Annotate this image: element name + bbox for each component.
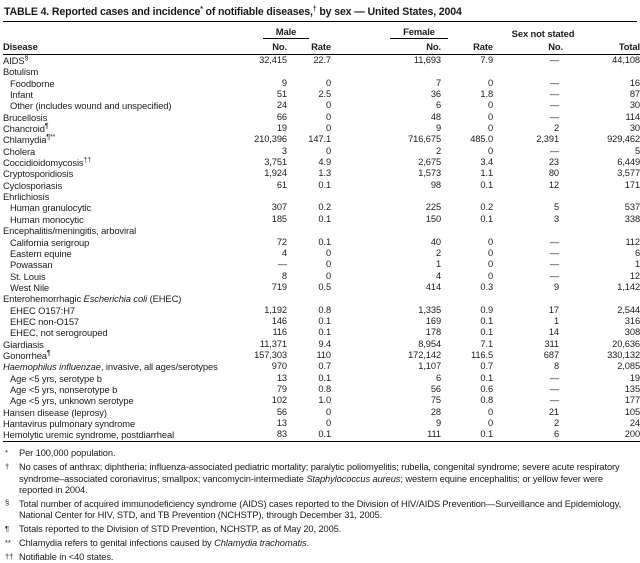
total-cell: 12 bbox=[629, 270, 640, 281]
table-row bbox=[3, 123, 640, 134]
female-rate-cell: 7.9 bbox=[480, 55, 494, 65]
male-no-cell: 1,924 bbox=[264, 168, 287, 179]
table-body bbox=[3, 55, 640, 442]
female-no-cell: 98 bbox=[430, 179, 442, 190]
table-row bbox=[3, 168, 640, 179]
total-cell: 929,462 bbox=[607, 134, 640, 145]
sex-not-stated-no-cell: — bbox=[549, 111, 560, 122]
sex-not-stated-no-cell: 2 bbox=[553, 418, 560, 428]
male-rate-cell: 0.8 bbox=[318, 304, 332, 315]
male-rate-cell: 0.1 bbox=[318, 372, 332, 383]
sex-not-stated-no-cell: — bbox=[549, 395, 560, 406]
table-row bbox=[3, 361, 640, 372]
female-no-cell: 9 bbox=[435, 123, 442, 134]
disease-cell: Ehrlichiosis bbox=[3, 191, 50, 203]
total-cell: 308 bbox=[624, 327, 640, 338]
sex-not-stated-no-cell: 1 bbox=[553, 315, 560, 326]
total-cell: 105 bbox=[624, 406, 640, 417]
disease-cell: Botulism bbox=[3, 66, 39, 78]
sex-not-stated-no-cell: — bbox=[549, 145, 560, 156]
male-rate-cell: 0.1 bbox=[318, 213, 332, 224]
female-no-cell: 716,675 bbox=[408, 134, 442, 145]
table-title: TABLE 4. Reported cases and incidence* of notifiable diseases,† by sex — United States, 2004 bbox=[3, 4, 637, 22]
total-cell: 537 bbox=[624, 202, 640, 213]
disease-cell: Encephalitis/meningitis, arboviral bbox=[3, 225, 137, 237]
category-row bbox=[3, 191, 640, 202]
disease-cell: Age <5 yrs, unknown serotype bbox=[10, 395, 134, 407]
female-rate-cell: 3.4 bbox=[480, 157, 494, 168]
male-no-cell: 1,192 bbox=[264, 304, 287, 315]
male-no-cell: 970 bbox=[271, 361, 287, 372]
disease-cell: California serigroup bbox=[10, 236, 90, 248]
total-cell: 30 bbox=[629, 123, 640, 134]
total-cell: 338 bbox=[624, 213, 640, 224]
disease-cell: Age <5 yrs, nonserotype b bbox=[10, 383, 118, 395]
footnote-marker: § bbox=[5, 498, 10, 508]
sex-not-stated-no-cell: 2,391 bbox=[536, 134, 560, 145]
female-no-cell: 6 bbox=[435, 100, 442, 111]
table-row bbox=[3, 157, 640, 168]
male-no-cell: 185 bbox=[271, 213, 287, 224]
male-rate-cell: 1.0 bbox=[318, 395, 332, 406]
total-cell: 2,085 bbox=[617, 361, 640, 372]
female-rate-cell: 0.8 bbox=[480, 395, 494, 406]
male-rate-cell: 0.2 bbox=[318, 202, 332, 213]
table-row bbox=[3, 134, 640, 145]
table-row bbox=[3, 55, 640, 67]
disease-cell: St. Louis bbox=[10, 270, 46, 282]
sex-not-stated-no-cell: — bbox=[549, 372, 560, 383]
group-header-total-spacer bbox=[597, 22, 640, 39]
female-no-cell: 9 bbox=[435, 418, 442, 428]
table-row bbox=[3, 407, 640, 418]
notifiable-diseases-table bbox=[3, 22, 640, 442]
total-cell: 112 bbox=[625, 236, 640, 247]
male-rate-cell: 22.7 bbox=[313, 55, 332, 65]
table-header bbox=[3, 22, 640, 55]
total-cell: 177 bbox=[624, 395, 640, 406]
male-no-cell: 307 bbox=[271, 202, 287, 213]
sex-not-stated-no-cell: — bbox=[549, 259, 560, 270]
female-rate-cell: 0.1 bbox=[480, 372, 494, 383]
male-rate-cell: 0 bbox=[325, 406, 332, 417]
category-row bbox=[3, 225, 640, 236]
male-no-cell: 13 bbox=[276, 418, 287, 428]
female-rate-cell: 0.6 bbox=[480, 383, 494, 394]
disease-cell: Other (includes wound and unspecified) bbox=[10, 100, 172, 112]
male-rate-cell: 0.8 bbox=[318, 383, 332, 394]
male-rate-cell: 0.1 bbox=[289, 429, 335, 441]
sex-not-stated-no-cell: 5 bbox=[553, 202, 560, 213]
female-rate-cell: 0 bbox=[487, 100, 494, 111]
table-row bbox=[3, 316, 640, 327]
total-cell: 5 bbox=[634, 145, 640, 156]
disease-cell: Enterohemorrhagic Escherichia coli (EHEC) bbox=[3, 293, 182, 305]
disease-cell: Giardiasis bbox=[3, 338, 44, 350]
sex-not-stated-no-cell: — bbox=[549, 89, 560, 100]
disease-cell: EHEC, not serogrouped bbox=[10, 327, 108, 339]
female-no-cell: 11,693 bbox=[413, 55, 442, 65]
female-rate-cell: 0.9 bbox=[480, 304, 494, 315]
table-row bbox=[3, 429, 640, 441]
sex-not-stated-no-cell: — bbox=[549, 236, 560, 247]
footnote-marker: * bbox=[5, 447, 8, 457]
male-no-cell: 13 bbox=[276, 372, 287, 383]
female-rate-cell: 0.1 bbox=[480, 213, 494, 224]
female-no-cell: 111 bbox=[335, 429, 443, 441]
table-row bbox=[3, 112, 640, 123]
total-cell: 200 bbox=[597, 429, 640, 441]
sex-not-stated-no-cell: 6 bbox=[503, 429, 597, 441]
total-cell: 6 bbox=[634, 247, 640, 258]
male-rate-cell: 0 bbox=[325, 270, 332, 281]
table-row bbox=[3, 384, 640, 395]
male-no-cell: 11,371 bbox=[259, 338, 287, 349]
male-rate-cell: 0.7 bbox=[318, 361, 332, 372]
disease-cell: Brucellosis bbox=[3, 111, 48, 123]
sex-not-stated-no-cell: 3 bbox=[553, 213, 560, 224]
column-header-male-rate: Rate bbox=[289, 39, 335, 55]
total-cell: 171 bbox=[624, 179, 640, 190]
sex-not-stated-no-cell: 8 bbox=[553, 361, 560, 372]
footnote: § Total number of acquired immunodeficiency syndrome (AIDS) cases reported to the Division of HIV/AIDS Prevention—Surveillance and Epidemiology, National Center for HIV, STD, and TB Prevention (NCHSTP), through December 31, 2005. bbox=[5, 498, 622, 521]
male-rate-cell: 1.3 bbox=[318, 168, 332, 179]
male-no-cell: 3,751 bbox=[264, 157, 287, 168]
female-rate-cell: 0 bbox=[487, 236, 494, 247]
female-no-cell: 56 bbox=[430, 383, 442, 394]
sex-not-stated-no-cell: 23 bbox=[548, 157, 560, 168]
male-no-cell: 83 bbox=[237, 429, 289, 441]
sex-not-stated-no-cell: 2 bbox=[553, 123, 560, 134]
female-no-cell: 172,142 bbox=[408, 349, 442, 360]
male-no-cell: 9 bbox=[281, 77, 287, 88]
footnote: † No cases of anthrax; diphtheria; influenza-associated pediatric mortality; paralytic poliomyelitis; rubella, congenital syndrome; severe acute respiratory syndrome–associated coronavirus; smallpox; vancomycin-intermediate Staphylococcus aureus; western equine encephalitis; or yellow fever were reported in 2004. bbox=[5, 461, 620, 495]
male-no-cell: 32,415 bbox=[259, 55, 287, 65]
male-rate-cell: 0 bbox=[325, 111, 332, 122]
female-rate-cell: 0.3 bbox=[480, 281, 494, 292]
sex-not-stated-no-cell: — bbox=[549, 270, 560, 281]
table-row bbox=[3, 100, 640, 111]
sex-not-stated-no-cell: — bbox=[549, 55, 560, 65]
sex-not-stated-no-cell: 21 bbox=[548, 406, 560, 417]
table-row bbox=[3, 214, 640, 225]
male-no-cell: 24 bbox=[276, 100, 287, 111]
female-rate-cell: 485.0 bbox=[470, 134, 494, 145]
group-header-spacer bbox=[3, 22, 237, 39]
column-header-sex-not-stated-no: No. bbox=[503, 39, 597, 55]
female-rate-cell: 116.5 bbox=[470, 349, 494, 360]
female-no-cell: 169 bbox=[425, 315, 442, 326]
table-row bbox=[3, 237, 640, 248]
female-rate-cell: 0.1 bbox=[480, 327, 494, 338]
female-no-cell: 150 bbox=[425, 213, 442, 224]
table-row bbox=[3, 202, 640, 213]
female-no-cell: 1,335 bbox=[418, 304, 442, 315]
sex-not-stated-no-cell: — bbox=[549, 247, 560, 258]
total-cell: 16 bbox=[629, 77, 640, 88]
table-row bbox=[3, 259, 640, 270]
disease-cell: Haemophilus influenzae, invasive, all ages/serotypes bbox=[3, 361, 218, 373]
total-cell: 135 bbox=[624, 383, 640, 394]
footnote: * Per 100,000 population. bbox=[5, 447, 116, 459]
total-cell: 330,132 bbox=[607, 349, 640, 360]
male-no-cell: 8 bbox=[281, 270, 287, 281]
column-header-female-rate: Rate bbox=[443, 39, 503, 55]
male-rate-cell: 0 bbox=[325, 145, 332, 156]
table-row bbox=[3, 180, 640, 191]
male-rate-cell: 0 bbox=[325, 77, 332, 88]
column-header-female-no: No. bbox=[335, 39, 443, 55]
total-cell: 19 bbox=[629, 372, 640, 383]
male-no-cell: 157,303 bbox=[254, 349, 287, 360]
footnote-marker: ¶ bbox=[5, 523, 9, 533]
male-rate-cell: 2.5 bbox=[318, 89, 332, 100]
column-header-male-no: No. bbox=[237, 39, 289, 55]
male-no-cell: 3 bbox=[281, 145, 287, 156]
sex-not-stated-no-cell: 12 bbox=[548, 179, 560, 190]
male-no-cell: 102 bbox=[271, 395, 287, 406]
male-rate-cell: 0 bbox=[325, 247, 332, 258]
male-rate-cell: 4.9 bbox=[318, 157, 332, 168]
male-rate-cell: 0.5 bbox=[318, 281, 332, 292]
table-row bbox=[3, 282, 640, 293]
male-rate-cell: 0.1 bbox=[318, 327, 332, 338]
group-header-male: Male bbox=[237, 22, 335, 39]
female-rate-cell: 0 bbox=[487, 111, 494, 122]
male-no-cell: 61 bbox=[276, 179, 287, 190]
female-no-cell: 36 bbox=[430, 89, 442, 100]
male-no-cell: 19 bbox=[276, 123, 287, 134]
total-cell: 1,142 bbox=[617, 281, 640, 292]
total-cell: 24 bbox=[629, 418, 640, 428]
disease-cell: EHEC O157:H7 bbox=[10, 304, 75, 316]
sex-not-stated-no-cell: 9 bbox=[553, 281, 560, 292]
female-rate-cell: 0 bbox=[487, 145, 494, 156]
male-rate-cell: 0 bbox=[325, 418, 332, 428]
disease-cell: Human monocytic bbox=[10, 213, 84, 225]
female-no-cell: 1,107 bbox=[418, 361, 442, 372]
disease-cell: Age <5 yrs, serotype b bbox=[10, 372, 102, 384]
female-rate-cell: 0.2 bbox=[480, 202, 494, 213]
total-cell: 3,577 bbox=[617, 168, 640, 179]
male-no-cell: 79 bbox=[276, 383, 287, 394]
female-no-cell: 2,675 bbox=[418, 157, 442, 168]
table-row bbox=[3, 271, 640, 282]
female-rate-cell: 0.1 bbox=[480, 315, 494, 326]
disease-cell: Coccidioidomycosis†† bbox=[3, 157, 92, 169]
male-rate-cell: 9.4 bbox=[318, 338, 332, 349]
footnote: †† Notifiable in <40 states. bbox=[5, 551, 114, 563]
category-row bbox=[3, 66, 640, 77]
female-rate-cell: 1.1 bbox=[480, 168, 494, 179]
total-cell: 114 bbox=[625, 111, 640, 122]
total-cell: 2,544 bbox=[617, 304, 640, 315]
sex-not-stated-no-cell: 687 bbox=[543, 349, 560, 360]
female-no-cell: 1,573 bbox=[418, 168, 442, 179]
sex-not-stated-no-cell: — bbox=[549, 77, 560, 88]
column-header-disease: Disease bbox=[3, 39, 237, 55]
male-rate-cell: 0 bbox=[325, 100, 332, 111]
female-rate-cell: 1.8 bbox=[480, 89, 494, 100]
disease-cell: Eastern equine bbox=[10, 247, 72, 259]
footnote-marker: † bbox=[5, 461, 10, 471]
sex-not-stated-no-cell: 80 bbox=[548, 168, 560, 179]
category-row bbox=[3, 293, 640, 304]
table-row bbox=[3, 248, 640, 259]
table-row bbox=[3, 373, 640, 384]
total-cell: 316 bbox=[624, 315, 640, 326]
total-cell: 1 bbox=[634, 259, 640, 270]
disease-cell: Powassan bbox=[10, 259, 53, 271]
group-header-female: Female bbox=[335, 22, 503, 39]
group-header-row bbox=[3, 22, 640, 39]
male-rate-cell: 0 bbox=[325, 259, 332, 270]
column-header-total: Total bbox=[597, 39, 640, 55]
female-no-cell: 2 bbox=[435, 145, 442, 156]
sex-not-stated-no-cell: 17 bbox=[548, 304, 560, 315]
male-rate-cell: 0 bbox=[325, 123, 332, 134]
male-rate-cell: 0.1 bbox=[318, 236, 332, 247]
female-rate-cell: 0 bbox=[487, 418, 494, 428]
male-no-cell: 4 bbox=[281, 247, 287, 258]
footnote: ¶ Totals reported to the Division of STD Prevention, NCHSTP, as of May 20, 2005. bbox=[5, 523, 342, 535]
table-row bbox=[3, 327, 640, 338]
female-no-cell: 414 bbox=[425, 281, 442, 292]
table-row bbox=[3, 305, 640, 316]
sex-not-stated-no-cell: 14 bbox=[548, 327, 560, 338]
table-row bbox=[3, 146, 640, 157]
table-row bbox=[3, 395, 640, 406]
total-cell: 30 bbox=[629, 100, 640, 111]
disease-cell: Cholera bbox=[3, 145, 36, 157]
female-rate-cell: 0.1 bbox=[443, 429, 503, 441]
male-no-cell: 719 bbox=[271, 281, 287, 292]
male-rate-cell: 147.1 bbox=[308, 134, 332, 145]
female-no-cell: 40 bbox=[430, 236, 442, 247]
female-no-cell: 28 bbox=[430, 406, 442, 417]
female-rate-cell: 0 bbox=[487, 270, 494, 281]
column-header-row bbox=[3, 39, 640, 55]
disease-cell: Hansen disease (leprosy) bbox=[3, 406, 107, 418]
total-cell: 20,636 bbox=[612, 338, 640, 349]
disease-cell: EHEC non-O157 bbox=[10, 315, 80, 327]
disease-cell: Cyclosporiasis bbox=[3, 179, 63, 191]
female-rate-cell: 0 bbox=[487, 406, 494, 417]
female-rate-cell: 0 bbox=[487, 77, 494, 88]
table-row bbox=[3, 339, 640, 350]
male-no-cell: 56 bbox=[276, 406, 287, 417]
male-no-cell: 210,396 bbox=[254, 134, 287, 145]
female-no-cell: 48 bbox=[430, 111, 442, 122]
female-no-cell: 225 bbox=[425, 202, 442, 213]
sex-not-stated-no-cell: — bbox=[549, 383, 560, 394]
male-no-cell: — bbox=[277, 259, 287, 270]
female-rate-cell: 0.1 bbox=[480, 179, 494, 190]
table-row bbox=[3, 78, 640, 89]
total-cell: 6,449 bbox=[617, 157, 640, 168]
disease-cell: Human granulocytic bbox=[10, 202, 92, 214]
footnote-marker: †† bbox=[5, 551, 14, 561]
female-rate-cell: 0.7 bbox=[480, 361, 494, 372]
group-header-sex-not-stated: Sex not stated bbox=[511, 28, 575, 39]
male-no-cell: 116 bbox=[272, 327, 287, 338]
disease-cell: Chancroid¶ bbox=[3, 123, 49, 135]
disease-cell: AIDS§ bbox=[3, 55, 29, 66]
female-rate-cell: 0 bbox=[487, 247, 494, 258]
disease-cell: Hemolytic uremic syndrome, postdiarrheal bbox=[3, 429, 237, 441]
total-cell: 44,108 bbox=[612, 55, 640, 65]
female-no-cell: 178 bbox=[425, 327, 442, 338]
sex-not-stated-no-cell: — bbox=[549, 100, 560, 111]
disease-cell: Foodborne bbox=[10, 77, 55, 89]
male-no-cell: 146 bbox=[271, 315, 287, 326]
female-no-cell: 6 bbox=[435, 372, 442, 383]
total-cell: 87 bbox=[629, 89, 640, 100]
male-rate-cell: 0.1 bbox=[318, 179, 332, 190]
male-rate-cell: 110 bbox=[316, 349, 332, 360]
disease-cell: Hantavirus pulmonary syndrome bbox=[3, 418, 136, 429]
male-no-cell: 51 bbox=[276, 89, 287, 100]
disease-cell: Gonorrhea¶ bbox=[3, 349, 51, 361]
footnote-marker: ** bbox=[5, 537, 11, 547]
female-rate-cell: 0 bbox=[487, 123, 494, 134]
table-row bbox=[3, 350, 640, 361]
male-rate-cell: 0.1 bbox=[318, 315, 332, 326]
female-no-cell: 2 bbox=[435, 247, 442, 258]
female-no-cell: 1 bbox=[435, 259, 442, 270]
footnote: ** Chlamydia refers to genital infections caused by Chlamydia trachomatis. bbox=[5, 537, 310, 549]
sex-not-stated-no-cell: 311 bbox=[544, 338, 560, 349]
female-no-cell: 8,954 bbox=[418, 338, 442, 349]
disease-cell: West Nile bbox=[10, 281, 50, 293]
female-rate-cell: 7.1 bbox=[480, 338, 494, 349]
disease-cell: Chlamydia¶** bbox=[3, 134, 56, 146]
female-rate-cell: 0 bbox=[487, 259, 494, 270]
male-no-cell: 66 bbox=[276, 111, 287, 122]
male-no-cell: 72 bbox=[276, 236, 287, 247]
female-no-cell: 7 bbox=[435, 77, 442, 88]
female-no-cell: 75 bbox=[430, 395, 442, 406]
footnotes bbox=[3, 442, 637, 563]
table-row bbox=[3, 89, 640, 100]
disease-cell: Cryptosporidiosis bbox=[3, 168, 74, 180]
disease-cell: Infant bbox=[10, 89, 33, 101]
female-no-cell: 4 bbox=[435, 270, 442, 281]
table-row bbox=[3, 418, 640, 429]
